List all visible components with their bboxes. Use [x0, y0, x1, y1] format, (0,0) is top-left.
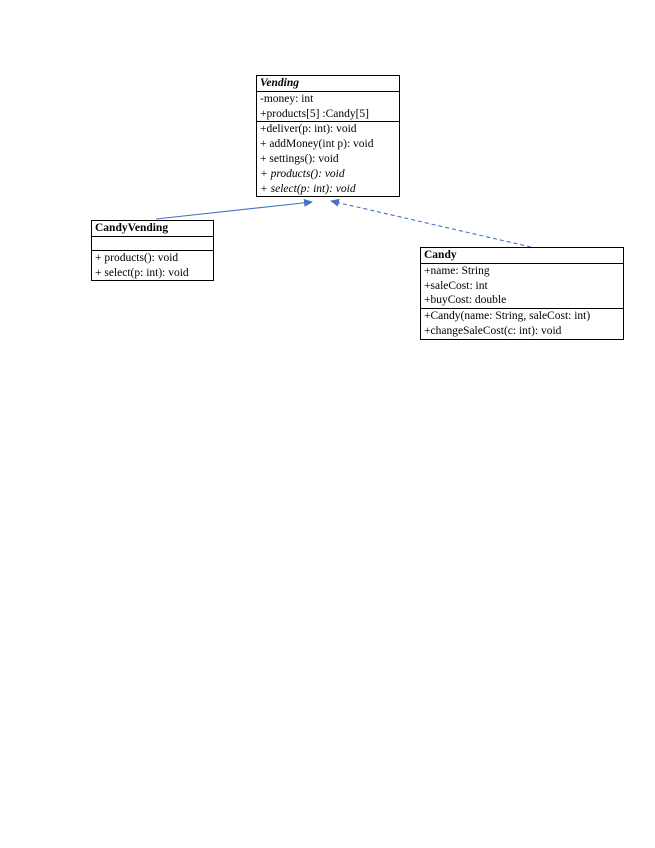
- class-name: Vending: [257, 76, 399, 92]
- method: +deliver(p: int): void: [260, 123, 357, 136]
- method: + addMoney(int p): void: [260, 138, 374, 151]
- abstract-method: + select(p: int): void: [260, 182, 356, 195]
- class-candy[interactable]: [420, 247, 624, 340]
- dependency-arrow: [331, 201, 531, 247]
- method: + products(): void: [95, 251, 179, 264]
- class-name: CandyVending: [92, 221, 213, 237]
- method: +changeSaleCost(c: int): void: [424, 324, 562, 337]
- class-name: Candy: [421, 248, 623, 264]
- methods-section: [421, 309, 623, 339]
- attribute: +name: String: [424, 264, 490, 277]
- attribute: +products[5] :Candy[5]: [260, 107, 370, 120]
- attributes-section: [92, 237, 213, 251]
- attributes-section: [257, 92, 399, 123]
- attribute: +saleCost: int: [424, 279, 488, 292]
- method: + select(p: int): void: [95, 266, 189, 279]
- abstract-method: + products(): void: [260, 167, 345, 180]
- class-candy-vending[interactable]: [91, 220, 214, 281]
- attributes-section: [421, 264, 623, 309]
- method: +Candy(name: String, saleCost: int): [424, 310, 591, 323]
- attribute: +buyCost: double: [424, 294, 507, 307]
- class-vending[interactable]: [256, 75, 400, 197]
- attribute: -money: int: [260, 92, 314, 105]
- generalization-arrow: [156, 202, 312, 219]
- methods-section: [92, 251, 213, 281]
- methods-section: [257, 122, 399, 196]
- method: + settings(): void: [260, 152, 339, 165]
